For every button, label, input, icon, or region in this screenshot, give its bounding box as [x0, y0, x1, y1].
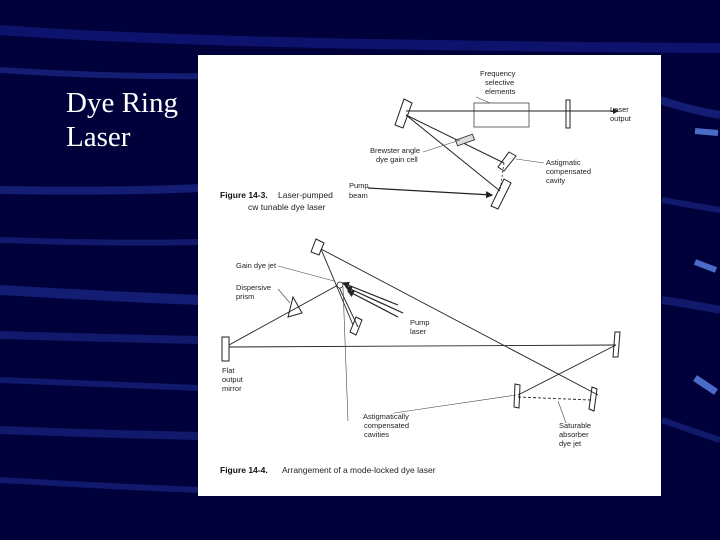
figure-14-3-labels — [220, 69, 632, 212]
label-dispersive-2: prism — [236, 292, 255, 301]
flat-output-mirror — [222, 337, 229, 361]
frequency-selective-box — [474, 103, 529, 127]
label-flat-output-1: Flat — [222, 366, 235, 375]
caption-14-3-line-2: cw tunable dye laser — [248, 202, 326, 212]
output-coupler-mirror — [566, 100, 570, 128]
label-laser-output-2: output — [610, 114, 631, 123]
caption-14-4-number: Figure 14-4. — [220, 465, 268, 475]
mirror-bottom-left — [514, 384, 520, 408]
ring-mirror-left — [395, 99, 412, 128]
mirror-middle — [350, 317, 362, 335]
slide-title-line-1: Dye Ring — [66, 87, 178, 119]
label-astigmatic-1: Astigmatic — [546, 158, 581, 167]
label-pump-beam-1: Pump — [349, 181, 369, 190]
caption-14-3-line-1: Laser-pumped — [278, 190, 333, 200]
label-brewster-1: Brewster angle — [370, 146, 421, 155]
label-frequency-1: Frequency — [480, 69, 516, 78]
mirror-right — [613, 332, 620, 357]
label-flat-output-3: mirror — [222, 384, 242, 393]
label-frequency-2: selective — [485, 78, 515, 87]
label-astigmatically-1: Astigmatically — [363, 412, 409, 421]
label-dispersive-1: Dispersive — [236, 283, 272, 292]
label-frequency-3: elements — [485, 87, 516, 96]
label-laser-output-1: Laser — [610, 105, 629, 114]
slide-title — [66, 86, 196, 154]
gain-dye-jet — [337, 282, 343, 288]
label-pump-laser-1: Pump — [410, 318, 430, 327]
label-saturable-1: Saturable — [559, 421, 592, 430]
label-astigmatic-2: compensated — [546, 167, 592, 176]
caption-14-3-number: Figure 14-3. — [220, 190, 268, 200]
label-saturable-2: absorber — [559, 430, 589, 439]
label-gain-dye-jet: Gain dye jet — [236, 261, 277, 270]
label-flat-output-2: output — [222, 375, 243, 384]
label-pump-beam-2: beam — [349, 191, 368, 200]
optics-figure — [198, 55, 661, 496]
dispersive-prism — [288, 297, 302, 317]
label-astigmatically-2: compensated — [364, 421, 410, 430]
label-astigmatic-3: cavity — [546, 176, 566, 185]
label-brewster-2: dye gain cell — [376, 155, 418, 164]
label-saturable-3: dye jet — [559, 439, 582, 448]
slide-title-line-2: Laser — [66, 121, 131, 153]
label-astigmatically-3: cavities — [364, 430, 390, 439]
caption-14-4-text: Arrangement of a mode-locked dye laser — [282, 465, 436, 475]
label-pump-laser-2: laser — [410, 327, 427, 336]
